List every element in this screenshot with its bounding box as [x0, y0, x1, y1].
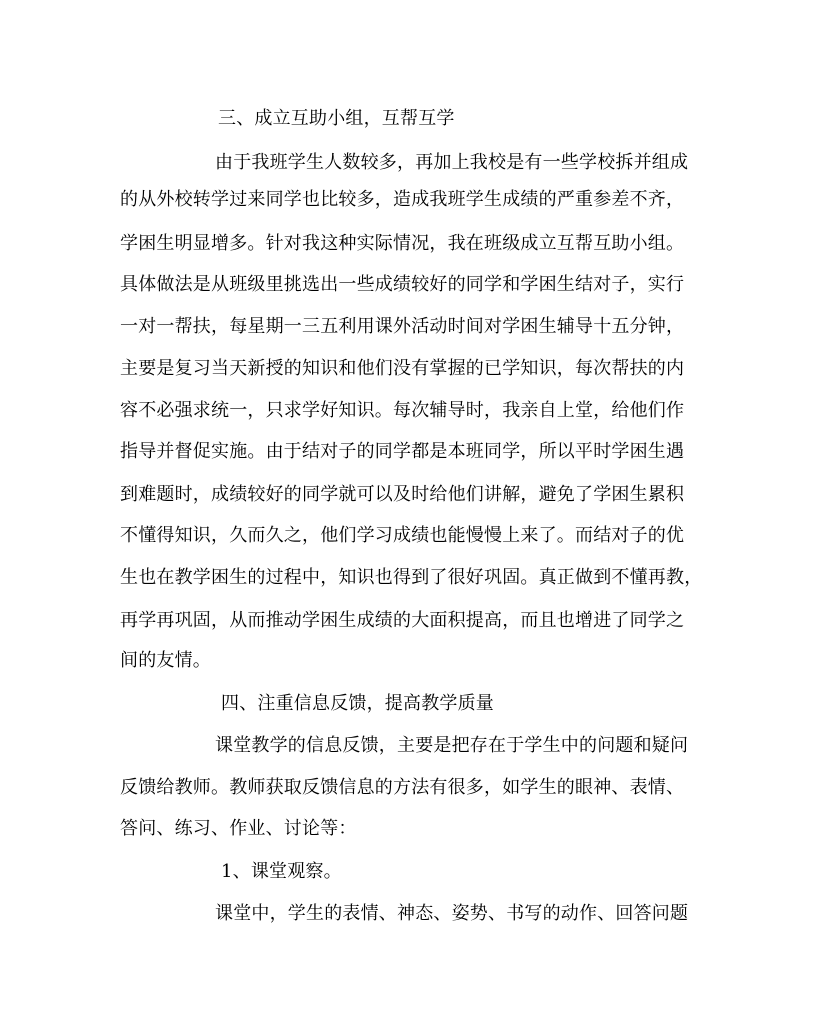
paragraph-line: 生也在教学困生的过程中，知识也得到了很好巩固。真正做到不懂再教，	[120, 567, 703, 588]
paragraph-line: 学困生明显增多。针对我这种实际情况，我在班级成立互帮互助小组。	[120, 233, 685, 254]
paragraph-line: 课堂教学的信息反馈，主要是把存在于学生中的问题和疑问	[215, 735, 689, 756]
paragraph-line: 的从外校转学过来同学也比较多，造成我班学生成绩的严重参差不齐，	[120, 189, 685, 210]
section-4-heading: 四、注重信息反馈，提高教学质量	[221, 693, 494, 714]
paragraph-line: 具体做法是从班级里挑选出一些成绩较好的同学和学困生结对子，实行	[120, 274, 685, 295]
paragraph-line: 不懂得知识，久而久之，他们学习成绩也能慢慢上来了。而结对子的优	[120, 525, 685, 546]
paragraph-line: 由于我班学生人数较多，再加上我校是有一些学校拆并组成	[215, 152, 689, 173]
subsection-heading: 1、课堂观察。	[221, 861, 342, 882]
paragraph-line: 一对一帮扶，每星期一三五利用课外活动时间对学困生辅导十五分钟，	[120, 316, 685, 337]
paragraph-line: 间的友情。	[120, 650, 211, 671]
section-3-heading: 三、成立互助小组，互帮互学	[218, 108, 455, 129]
paragraph-line: 主要是复习当天新授的知识和他们没有掌握的已学知识，每次帮扶的内	[120, 358, 685, 379]
paragraph-line: 课堂中，学生的表情、神态、姿势、书写的动作、回答问题	[215, 903, 689, 924]
paragraph-line: 答问、练习、作业、讨论等：	[120, 818, 357, 839]
paragraph-line: 指导并督促实施。由于结对子的同学都是本班同学，所以平时学困生遇	[120, 441, 685, 462]
paragraph-line: 容不必强求统一，只求学好知识。每次辅导时，我亲自上堂，给他们作	[120, 400, 685, 421]
paragraph-line: 到难题时，成绩较好的同学就可以及时给他们讲解，避免了学困生累积	[120, 484, 685, 505]
paragraph-line: 再学再巩固，从而推动学困生成绩的大面积提高，而且也增进了同学之	[120, 610, 685, 631]
paragraph-line: 反馈给教师。教师获取反馈信息的方法有很多，如学生的眼神、表情、	[120, 777, 685, 798]
